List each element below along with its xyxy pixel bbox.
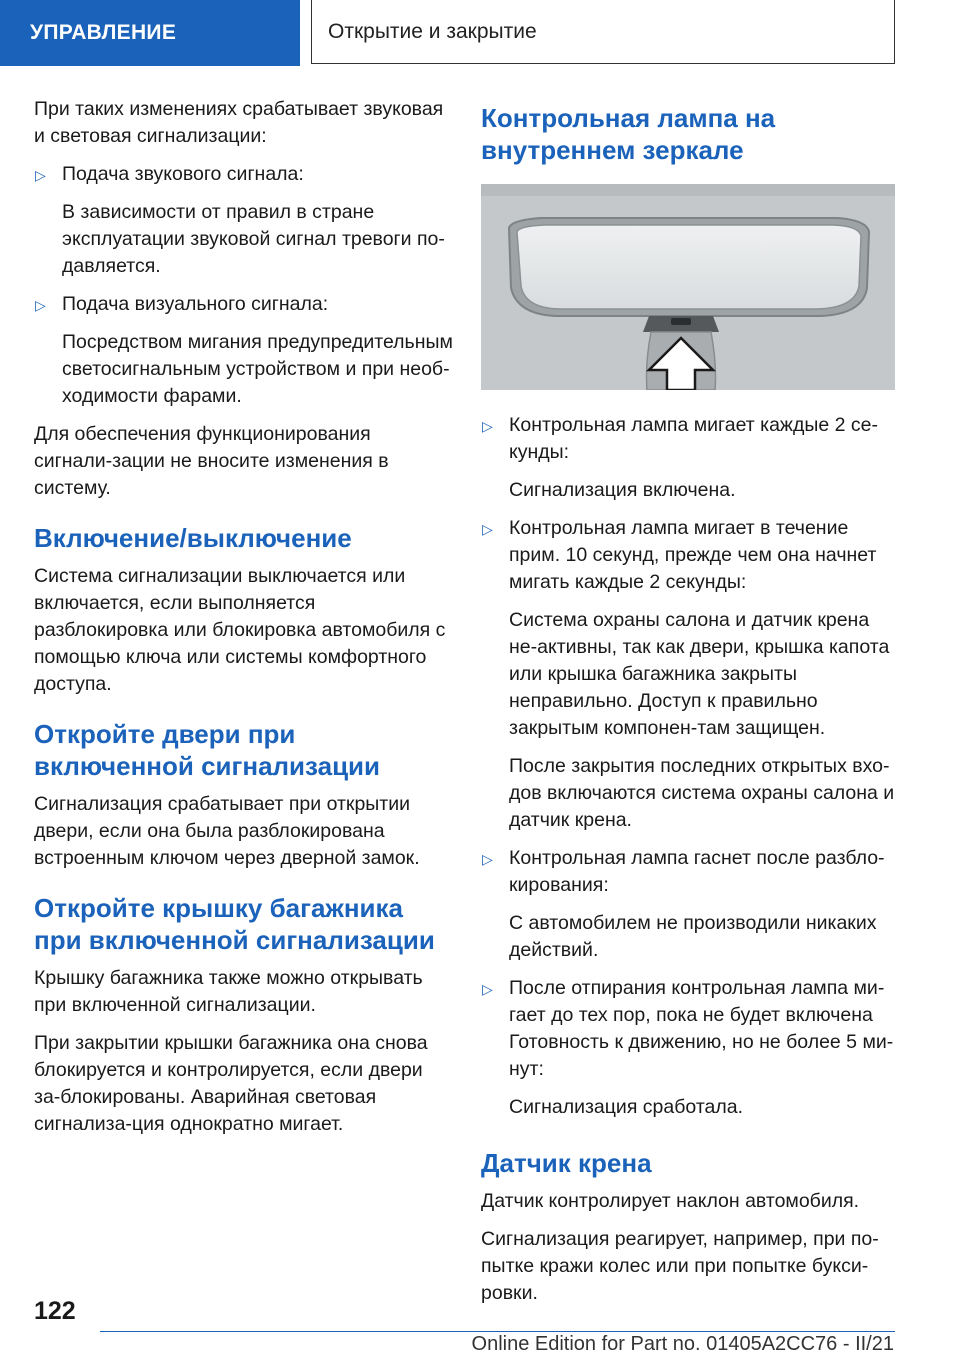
left-column — [34, 96, 454, 1149]
section-heading: Датчик крена — [481, 1148, 652, 1178]
bullet-triangle-icon: ▷ — [482, 981, 493, 997]
bullet-label: После отпирания контрольная лампа ми-гает до тех пор, пока не будет включена Готовность к движению, но не более 5 ми-нут: — [509, 977, 894, 1080]
header-chapter-title: Открытие и закрытие — [311, 0, 895, 64]
section-paragraph: Крышку багажника также можно открывать при включенной сигнализации. — [34, 967, 423, 1016]
bullet-label: Контрольная лампа мигает в течение прим. 10 секунд, прежде чем она начнет мигать каждые 2 секунды: — [509, 517, 877, 593]
bullet-label: Контрольная лампа гаснет после разбло-кирования: — [509, 847, 885, 896]
bullet-detail: Посредством мигания предупредительным светосигнальным устройством и при необ-ходимости фарами. — [62, 331, 453, 407]
section-paragraph: Система сигнализации выключается или включается, если выполняется разблокировка или блокировка автомобиля с помощью ключа или системы комфортного доступа. — [34, 565, 446, 695]
section-heading: Контрольная лампа на внутреннем зеркале — [481, 103, 776, 165]
list-item — [481, 515, 895, 596]
mirror-svg — [481, 184, 895, 390]
bullet-detail: Сигнализация сработала. — [509, 1096, 744, 1118]
bullet-triangle-icon: ▷ — [482, 851, 493, 867]
list-item — [481, 975, 895, 1083]
section-heading: Откройте крышку багажника при включенной сигнализации — [34, 893, 435, 955]
header-section-label: УПРАВЛЕНИЕ — [0, 0, 300, 66]
bullet-label: Подача звукового сигнала: — [62, 163, 304, 185]
mirror-illustration — [481, 184, 895, 390]
list-item — [34, 291, 454, 318]
bullet-detail: Сигнализация включена. — [509, 479, 736, 501]
section-heading: Включение/выключение — [34, 523, 352, 553]
bullet-detail: Система охраны салона и датчик крена не-активны, так как двери, крышка капота или крышка багажника закрыты неправильно. Доступ к правильно закрытым компонен-там защищен. — [509, 609, 890, 739]
page-number: 122 — [34, 1297, 76, 1325]
list-item — [481, 845, 895, 899]
section-paragraph: Датчик контролирует наклон автомобиля. — [481, 1190, 860, 1212]
outro-paragraph: Для обеспечения функционирования сигнали-зации не вносите изменения в систему. — [34, 423, 389, 499]
bullet-label: Подача визуального сигнала: — [62, 293, 329, 315]
bullet-triangle-icon: ▷ — [35, 297, 46, 313]
indicator-lamp — [671, 318, 691, 325]
list-item — [34, 161, 454, 188]
bullet-detail: С автомобилем не производили никаких действий. — [509, 912, 877, 961]
section-heading: Откройте двери при включенной сигнализации — [34, 719, 381, 781]
bullet-triangle-icon: ▷ — [482, 521, 493, 537]
section-paragraph: Сигнализация срабатывает при открытии двери, если она была разблокирована встроенным ключом через дверной замок. — [34, 793, 420, 869]
intro-paragraph: При таких изменениях срабатывает звуковая и световая сигнализации: — [34, 98, 444, 147]
bullet-label: Контрольная лампа мигает каждые 2 се-кунды: — [509, 414, 878, 463]
right-column — [481, 96, 895, 1318]
bullet-detail: В зависимости от правил в стране эксплуатации звуковой сигнал тревоги по-давляется. — [62, 201, 445, 277]
section-paragraph: Сигнализация реагирует, например, при по-пытке кражи колес или при попытке букси-ровки. — [481, 1228, 879, 1304]
list-item — [481, 412, 895, 466]
section-paragraph: При закрытии крышки багажника она снова блокируется и контролируется, если двери за-блокированы. Аварийная световая сигнализа-ция однократно мигает. — [34, 1032, 428, 1135]
footer-divider — [100, 1331, 895, 1332]
bullet-triangle-icon: ▷ — [35, 167, 46, 183]
footer-edition: Online Edition for Part no. 01405A2CC76 - II/21 — [471, 1333, 894, 1355]
bullet-detail: После закрытия последних открытых вхо-дов включаются система охраны салона и датчик крена. — [509, 755, 895, 831]
mirror-glass — [517, 225, 861, 309]
bullet-triangle-icon: ▷ — [482, 418, 493, 434]
